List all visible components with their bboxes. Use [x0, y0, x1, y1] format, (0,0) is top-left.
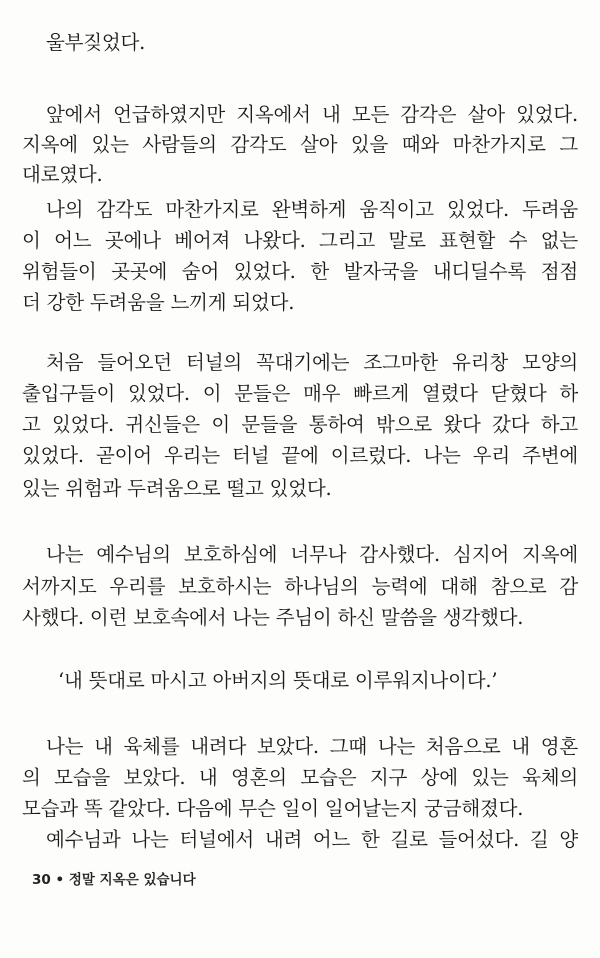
- text-line: 모습과 똑 같았다. 다음에 무슨 일이 일어날는지 궁금해졌다.: [22, 797, 524, 820]
- text-line: 나는 예수님의 보호하심에 너무나 감사했다. 심지어 지옥에: [46, 543, 578, 566]
- text-line: 더 강한 두려움을 느끼게 되었다.: [22, 291, 295, 314]
- text-line: 의 모습을 보았다. 내 영혼의 모습은 지구 상에 있는 육체의: [22, 766, 578, 789]
- text-line: 나의 감각도 마찬가지로 완벽하게 움직이고 있었다. 두려움: [46, 198, 578, 221]
- text-line: 고 있었다. 귀신들은 이 문들을 통하여 밖으로 왔다 갔다 하고: [22, 413, 578, 436]
- text-line: 있는 위험과 두려움으로 떨고 있었다.: [22, 477, 332, 500]
- text-line: 출입구들이 있었다. 이 문들은 매우 빠르게 열렸다 닫혔다 하: [22, 382, 578, 405]
- text-line: 지옥에 있는 사람들의 감각도 살아 있을 때와 마찬가지로 그: [22, 133, 578, 156]
- page-footer: [32, 868, 196, 888]
- text-line: 예수님과 나는 터널에서 내려 어느 한 길로 들어섰다. 길 양: [46, 828, 578, 851]
- text-line: 있었다. 곧이어 우리는 터널 끝에 이르렀다. 나는 우리 주변에: [22, 444, 578, 467]
- book-title: 정말 지옥은 있습니다: [68, 872, 196, 888]
- text-line: 앞에서 언급하였지만 지옥에서 내 모든 감각은 살아 있었다.: [46, 103, 578, 126]
- text-line: 울부짖었다.: [46, 31, 146, 54]
- text-line: 서까지도 우리를 보호하시는 하나님의 능력에 대해 참으로 감: [22, 575, 578, 598]
- text-line: 위험들이 곳곳에 숨어 있었다. 한 발자국을 내디딜수록 점점: [22, 260, 578, 283]
- page-number: 30: [32, 872, 51, 888]
- text-line: 이 어느 곳에나 베어져 나왔다. 그리고 말로 표현할 수 없는: [22, 229, 578, 252]
- quote-line: ‘내 뜻대로 마시고 아버지의 뜻대로 이루워지나이다.’: [58, 669, 498, 692]
- text-line: 사했다. 이런 보호속에서 나는 주님이 하신 말씀을 생각했다.: [22, 606, 524, 629]
- footer-separator: •: [55, 872, 65, 888]
- text-line: 나는 내 육체를 내려다 보았다. 그때 나는 처음으로 내 영혼: [46, 735, 578, 758]
- text-line: 대로였다.: [22, 163, 103, 186]
- text-line: 처음 들어오던 터널의 꼭대기에는 조그마한 유리창 모양의: [46, 351, 578, 374]
